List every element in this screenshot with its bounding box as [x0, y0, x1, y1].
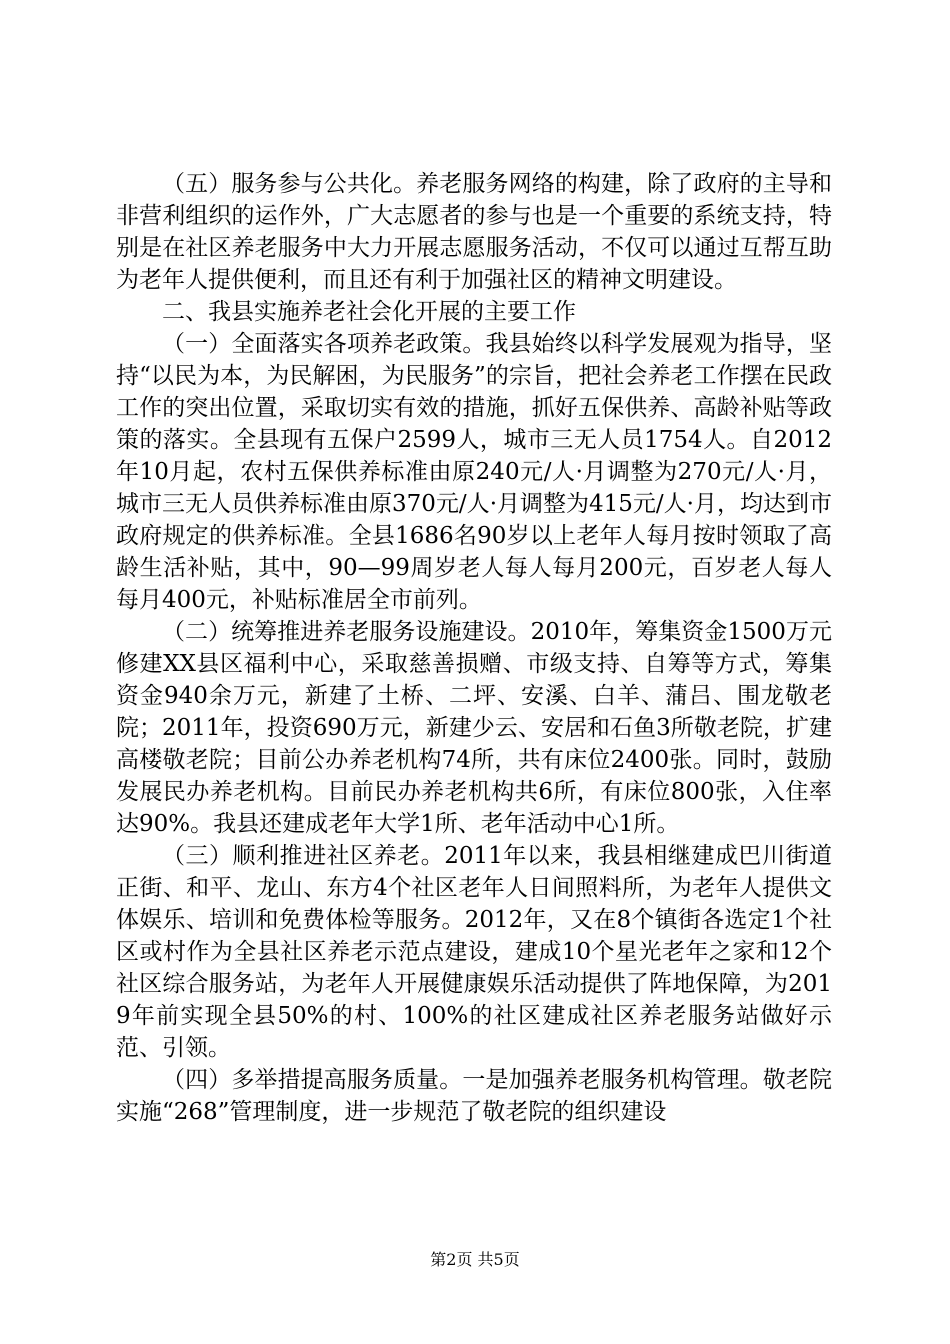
section-heading-main-work: 二、我县实施养老社会化开展的主要工作 [162, 299, 576, 325]
document-body [116, 168, 832, 1128]
paragraph-community-elderly-care: （三）顺利推进社区养老。2011年以来，我县相继建成巴川街道正街、和平、龙山、东方4个社区老年人日间照料所，为老年人提供文体娱乐、培训和免费体检等服务。2012年，又在8个镇街各选定1个社区或村作为全县社区养老示范点建设，建成10个星光老年之家和12个社区综合服务站，为老年人开展健康娱乐活动提供了阵地保障，为2019年前实现全县50%的村、100%的社区建成社区养老服务站做好示范、引领。 [116, 843, 832, 1061]
paragraph-facility-construction: （二）统筹推进养老服务设施建设。2010年，筹集资金1500万元修建XX县区福利中心，采取慈善损赠、市级支持、自筹等方式，筹集资金940余万元，新建了土桥、二坪、安溪、白羊、蒲吕、围龙敬老院；2011年，投资690万元，新建少云、安居和石鱼3所敬老院，扩建高楼敬老院；目前公办养老机构74所，共有床位2400张。同时，鼓励发展民办养老机构。目前民办养老机构共6所，有床位800张，入住率达90%。我县还建成老年大学1所、老年活动中心1所。 [116, 619, 832, 837]
page-footer: 第2页 共5页 [430, 1250, 520, 1269]
paragraph-elderly-policy: （一）全面落实各项养老政策。我县始终以科学发展观为指导，坚持“以民为本，为民解困，为民服务”的宗旨，把社会养老工作摆在民政工作的突出位置，采取切实有效的措施，抓好五保供养、高龄补贴等政策的落实。全县现有五保户2599人，城市三无人员1754人。自2012年10月起，农村五保供养标准由原240元/人·月调整为270元/人·月，城市三无人员供养标准由原370元/人·月调整为415元/人·月，均达到市政府规定的供养标准。全县1686名90岁以上老年人每月按时领取了高龄生活补贴，其中，90—99周岁老人每人每月200元，百岁老人每人每月400元，补贴标准居全市前列。 [116, 331, 832, 613]
paragraph-service-quality: （四）多举措提高服务质量。一是加强养老服务机构管理。敬老院实施“268”管理制度，进一步规范了敬老院的组织建设 [116, 1067, 832, 1125]
paragraph-service-participation: （五）服务参与公共化。养老服务网络的构建，除了政府的主导和非营利组织的运作外，广大志愿者的参与也是一个重要的系统支持，特别是在社区养老服务中大力开展志愿服务活动，不仅可以通过互帮互助为老年人提供便利，而且还有利于加强社区的精神文明建设。 [116, 171, 832, 293]
